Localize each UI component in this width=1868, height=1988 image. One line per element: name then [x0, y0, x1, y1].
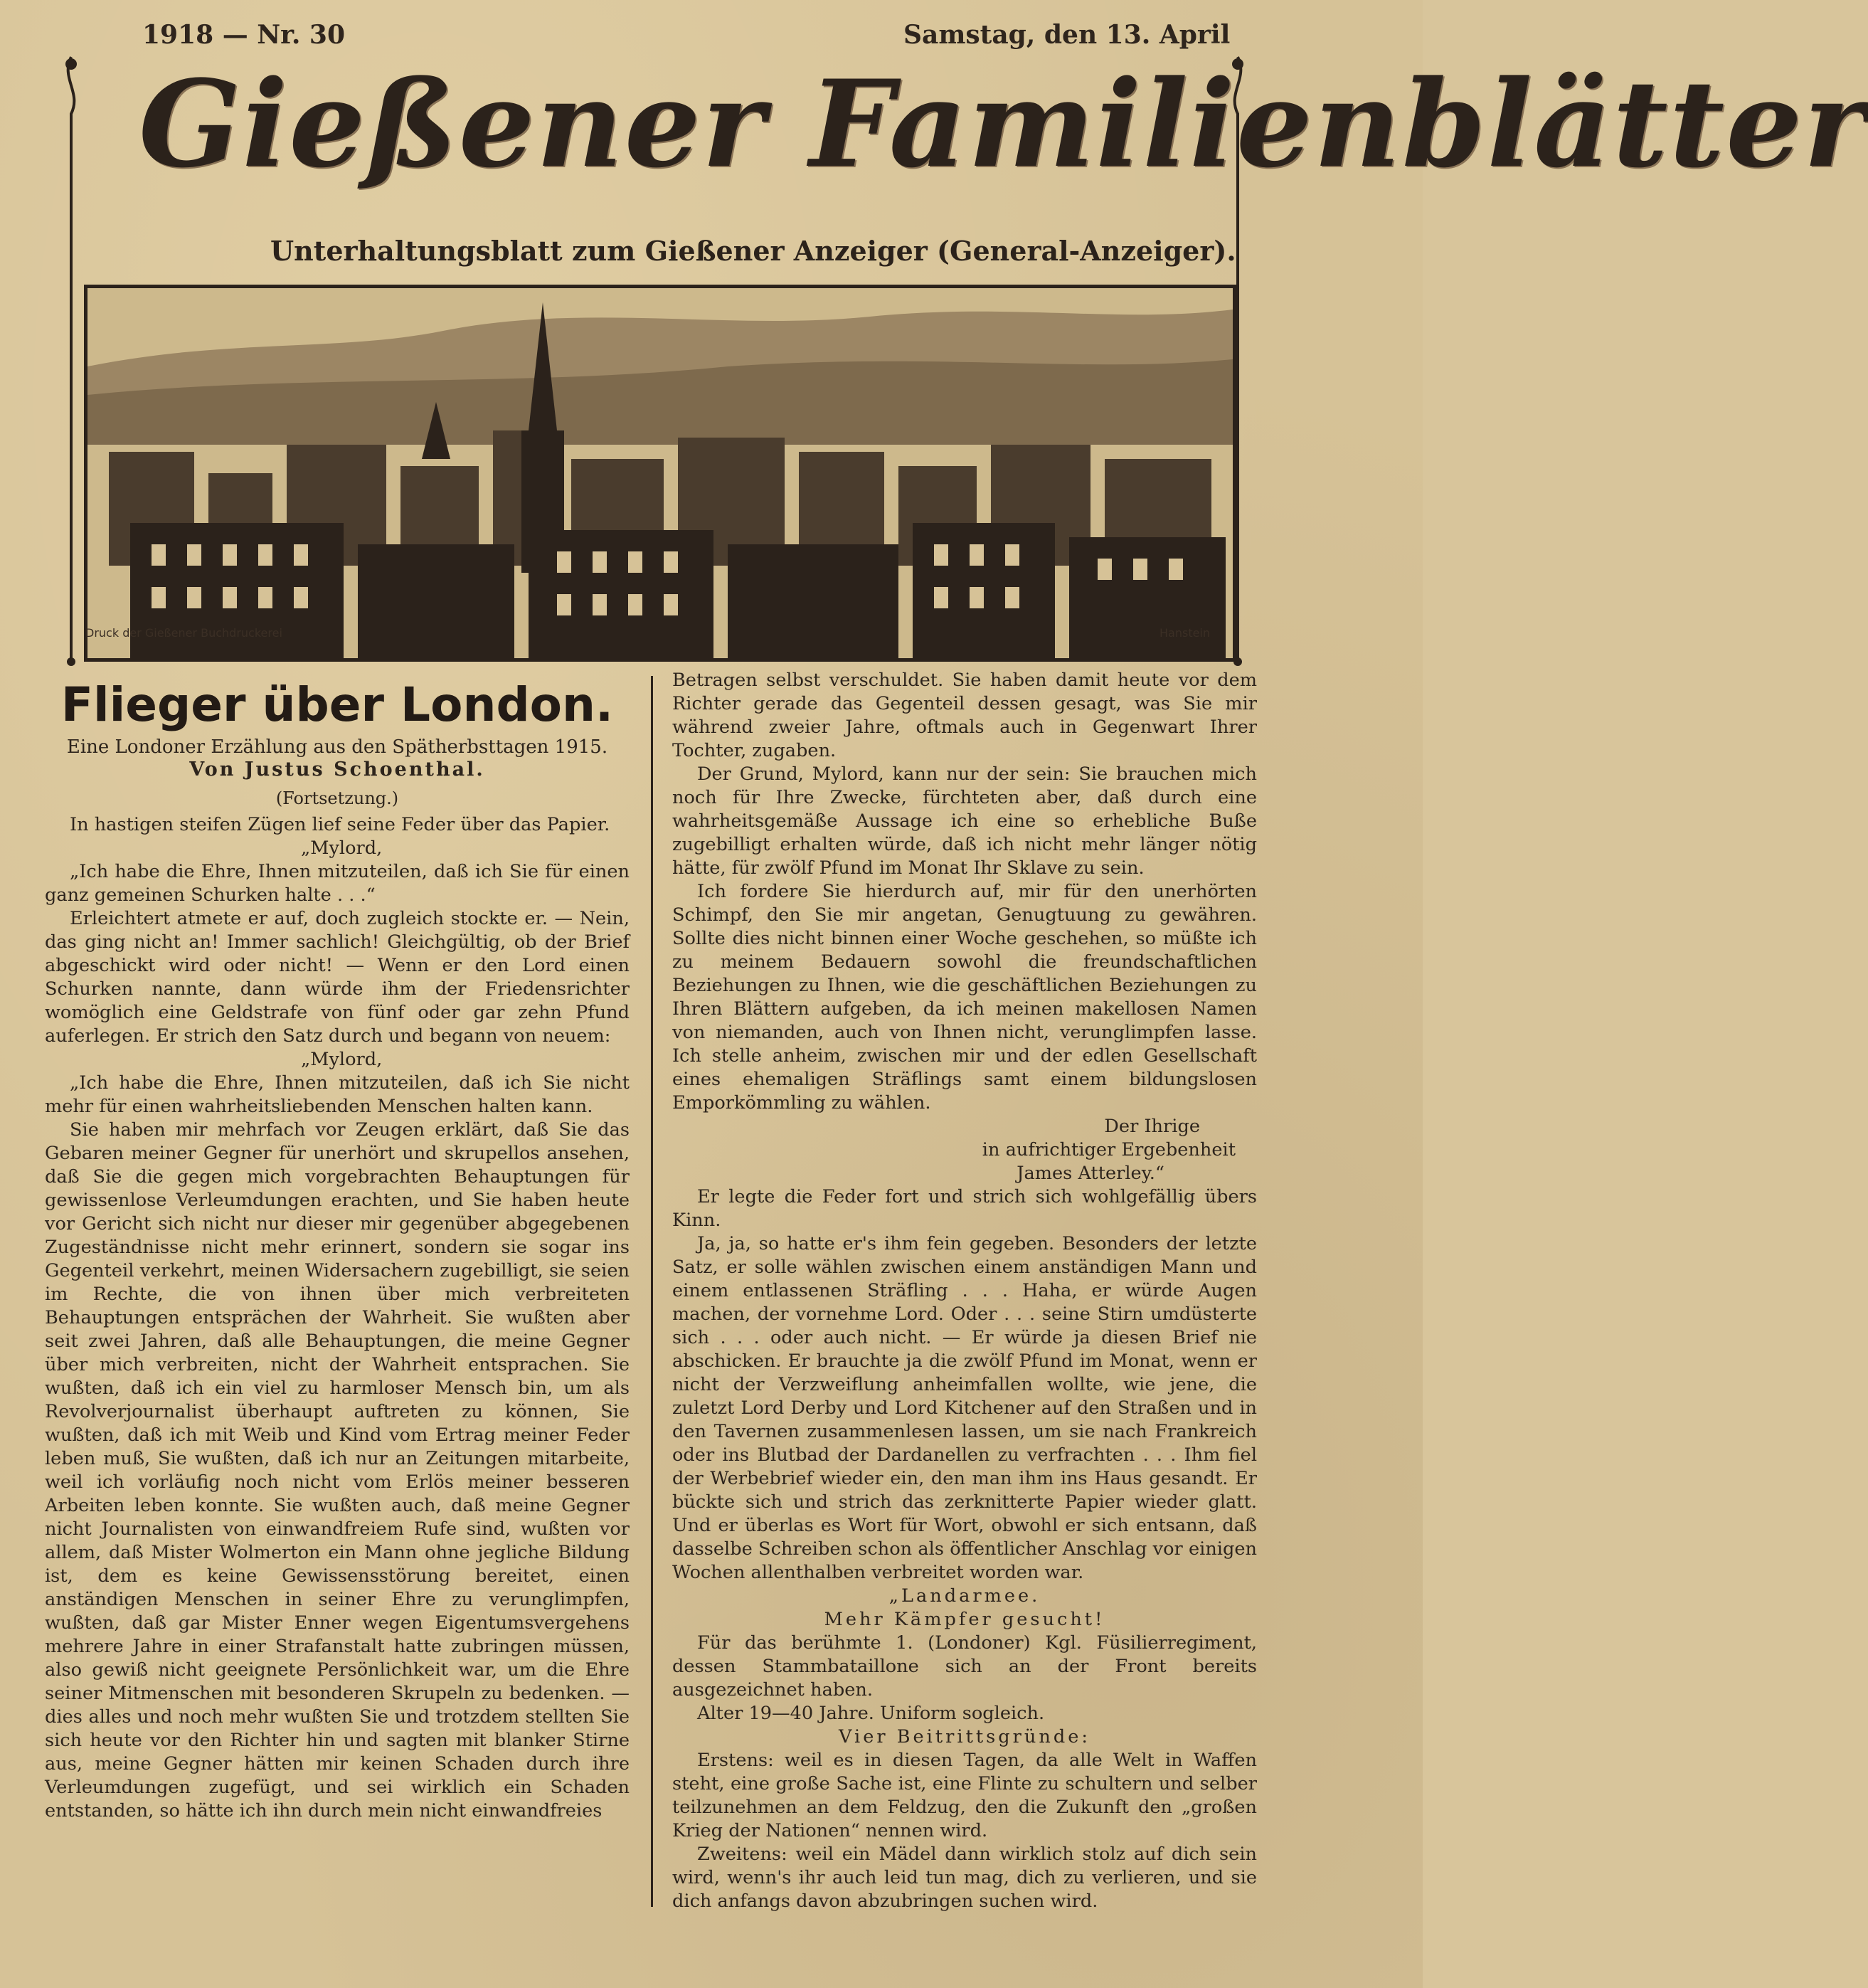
article-headline: Flieger über London.: [60, 677, 614, 732]
right-column: [672, 669, 1257, 1913]
paragraph: Ich fordere Sie hierdurch auf, mir für den unerhörten Schimpf, den Sie mir angetan, Genugtuung zu gewähren. Sollte dies nicht binnen einer Woche geschehen, so müßte ich zu meinem Bedauern sowohl die freundschaftlichen Beziehungen zu Ihnen, wie die geschäftlichen Beziehungen zu Ihren Blättern aufgeben, da ich meinen makellosen Namen von niemanden, auch von Ihnen nicht, verunglimpfen lasse. Ich stelle anheim, zwischen mir und der edlen Gesellschaft eines ehemaligen Sträflings samt einem bildungslosen Emporkömmling zu wählen.: [672, 881, 1257, 1114]
paragraph: „Ich habe die Ehre, Ihnen mitzuteilen, daß ich Sie für einen ganz gemeinen Schurken halte . . .“: [45, 861, 630, 906]
newspaper-subtitle: Unterhaltungsblatt zum Gießener Anzeiger (General-Anzeiger).: [270, 235, 1236, 267]
newspaper-title: Gießener Familienblätter: [139, 53, 1868, 194]
paragraph: Erleichtert atmete er auf, doch zugleich stockte er. — Nein, das ging nicht an! Immer sachlich! Gleichgültig, ob der Brief abgeschickt wird oder nicht! — Wenn er den Lord einen Schurken nannte, dann würde ihm der Friedensrichter womöglich eine Geldstrafe von fünf oder gar zehn Pfund auferlegen. Er strich den Satz durch und begann von neuem:: [45, 908, 630, 1047]
column-divider: [651, 676, 653, 1907]
article-columns: [34, 669, 1279, 1921]
letter-salutation: „Mylord,: [301, 837, 383, 859]
paragraph: Ja, ja, so hatte er's ihm fein gegeben. Besonders der letzte Satz, er solle wählen zwischen einem anständigen Mann und einem entlassenen Sträfling . . . Haha, er würde Augen machen, der vornehme Lord. Oder . . . seine Stirn umdüsterte sich . . . oder auch nicht. — Er würde ja diesen Brief nie abschicken. Er brauchte ja die zwölf Pfund im Monat, wenn er nicht der Verzweiflung anheimfallen wollte, wie jene, die zuletzt Lord Derby und Lord Kitchener auf den Straßen und in den Tavernen zusammenlesen lassen, um sie nach Frankreich oder ins Blutbad der Dardanellen zu verfrachten . . . Ihm fiel der Werbebrief wieder ein, den man ihm ins Haus gesandt. Er bückte sich und strich das zerknitterte Papier wieder glatt. Und er überlas es Wort für Wort, obwohl er sich entsann, daß dasselbe Schreiben schon als öffentlicher Anschlag vor einigen Wochen allenthalben verbreitet worden war.: [672, 1233, 1257, 1583]
paragraph: Erstens: weil es in diesen Tagen, da alle Welt in Waffen steht, eine große Sache ist, eine Flinte zu schultern und selber teilzunehmen an dem Feldzug, den die Zukunft den „großen Krieg der Nationen“ nennen wird.: [672, 1750, 1257, 1841]
paragraph: Zweitens: weil ein Mädel dann wirklich stolz auf dich sein wird, wenn's ihr auch leid tun mag, dich zu verlieren, und sie dich anfangs davon abzubringen suchen wird.: [672, 1844, 1257, 1912]
poster-heading: „Landarmee.: [888, 1585, 1041, 1607]
paragraph: Der Grund, Mylord, kann nur der sein: Sie brauchen mich noch für Ihre Zwecke, fürchteten aber, daß durch eine wahrheitsgemäße Aussage ich eine so erhebliche Buße zugebilligt erhalten würde, daß ich nicht mehr länger nötig hätte, für zwölf Pfund im Monat Ihr Sklave zu sein.: [672, 763, 1257, 879]
paragraph: In hastigen steifen Zügen lief seine Feder über das Papier.: [70, 814, 610, 835]
letter-salutation: „Mylord,: [301, 1049, 383, 1070]
city-panorama-illustration: [84, 285, 1236, 662]
paragraph: Sie haben mir mehrfach vor Zeugen erklärt, daß Sie das Gebaren meiner Gegner für unerhört und skrupellos ansehen, daß Sie die gegen mich vorgebrachten Behauptungen für gewissenlose Verleumdungen erachten, und Sie haben heute vor Gericht sich nicht nur dieser mir gegenüber abgegebenen Zugeständnisse nicht mehr erinnert, sondern sie sogar ins Gegenteil verkehrt, meinen Widersachern zugebilligt, sie seien im Rechte, die von ihnen über mich verbreiteten Behauptungen entsprächen der Wahrheit. Sie wußten aber seit zwei Jahren, daß alle Behauptungen, die meine Gegner über mich verbreiten, nicht der Wahrheit entsprachen. Sie wußten, daß ich ein viel zu harmloser Mensch bin, um als Revolverjournalist überhaupt auftreten zu können, Sie wußten, daß ich mit Weib und Kind vom Ertrag meiner Feder leben muß, Sie wußten, daß ich nur an Zeitungen mitarbeite, weil ich vorläufig noch nicht vom Erlös meiner besseren Arbeiten leben konnte. Sie wußten auch, daß meine Gegner nicht Journalisten von einwandfreiem Rufe sind, wußten vor allem, daß Mister Wolmerton ein Mann ohne jegliche Bildung ist, dem es keine Gewissensstörung bereitet, einen anständigen Menschen in seiner Ehre zu verunglimpfen, wußten, daß gar Mister Enner wegen Eigentumsvergehens mehrere Jahre in einer Strafanstalt hatte zubringen müssen, also gewiß nicht geeignete Persönlichkeit war, um die Ehre seiner Mitmenschen mit besonderen Skrupeln zu bedenken. — dies alles und noch mehr wußten Sie und trotzdem stellten Sie sich heute vor den Richter hin und sagten mit blanker Stirne aus, meine Gegner hätten mir keinen Schaden durch ihre Verleumdungen zugefügt, und sei wirklich ein Schaden entstanden, so hätte ich ihn durch mein nicht einwandfreies: [45, 1119, 630, 1822]
issue-date: Samstag, den 13. April: [903, 20, 1231, 50]
letter-signature: James Atterley.“: [1017, 1163, 1164, 1184]
poster-heading: Mehr Kämpfer gesucht!: [824, 1609, 1105, 1630]
paragraph: „Ich habe die Ehre, Ihnen mitzuteilen, daß ich Sie nicht mehr für einen wahrheitsliebenden Menschen halten kann.: [45, 1072, 630, 1117]
city-skyline-icon: [87, 288, 1233, 658]
illustrator-credit: Hanstein: [1159, 626, 1211, 640]
print-credit: Druck der Gießener Buchdruckerei: [85, 626, 282, 640]
paragraph: Betragen selbst verschuldet. Sie haben damit heute vor dem Richter gerade das Gegenteil dessen gesagt, was Sie mir während zweier Jahre, oftmals auch in Gegenwart Ihrer Tochter, zugaben.: [672, 670, 1257, 761]
article-byline: Von Justus Schoenthal.: [189, 758, 485, 781]
paragraph: Für das berühmte 1. (Londoner) Kgl. Füsilierregiment, dessen Stammbataillone sich an der Front bereits ausgezeichnet haben.: [672, 1632, 1257, 1701]
article-subhead: Eine Londoner Erzählung aus den Spätherbsttagen 1915.: [66, 736, 608, 758]
paragraph: Er legte die Feder fort und strich sich wohlgefällig übers Kinn.: [672, 1186, 1257, 1231]
issue-number: 1918 — Nr. 30: [142, 20, 345, 50]
paragraph: Alter 19—40 Jahre. Uniform sogleich.: [697, 1703, 1045, 1724]
ornament-left-icon: [57, 50, 85, 676]
masthead: [57, 43, 1868, 640]
letter-closing: Der Ihrige: [1104, 1116, 1200, 1137]
letter-closing: in aufrichtiger Ergebenheit: [982, 1139, 1236, 1160]
poster-heading: Vier Beitrittsgründe:: [838, 1726, 1091, 1748]
continued-note: (Fortsetzung.): [275, 788, 399, 808]
left-column: [45, 669, 630, 1823]
